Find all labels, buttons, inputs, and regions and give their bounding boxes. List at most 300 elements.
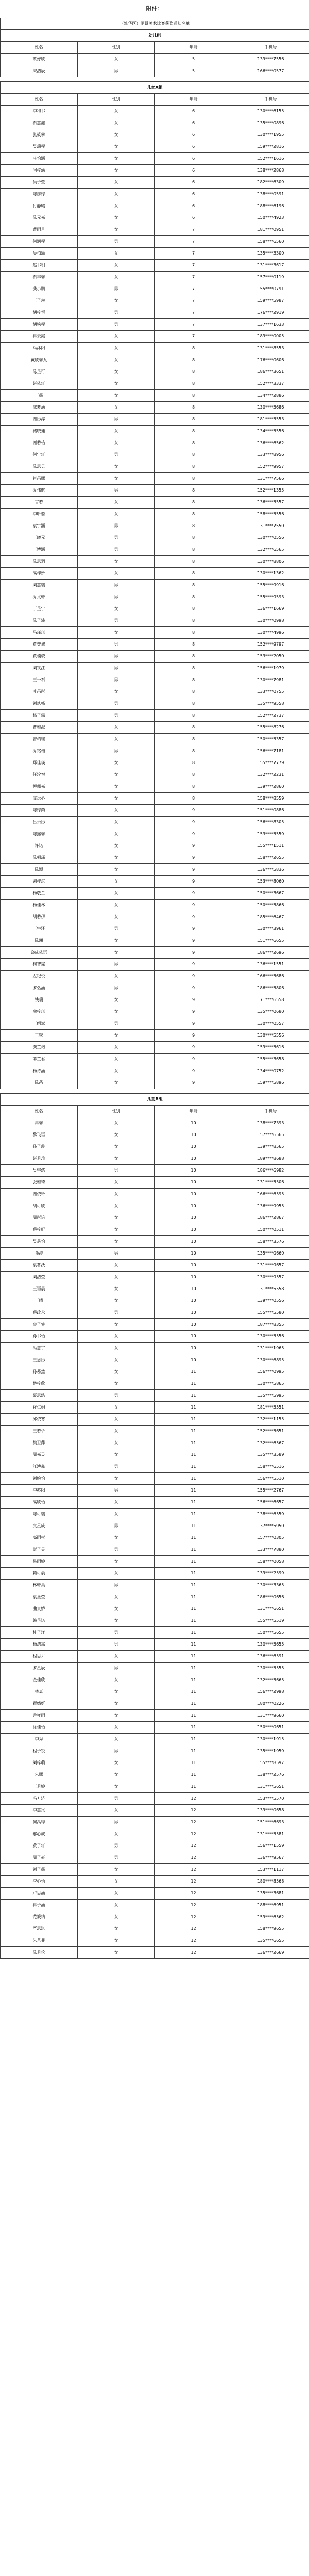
gender-cell: 女	[78, 1414, 155, 1426]
name-cell: 刘梓萌	[1, 1757, 78, 1769]
phone-cell: 181****5551	[232, 1402, 309, 1414]
table-row	[1, 840, 309, 852]
age-cell: 10	[155, 1354, 232, 1366]
phone-cell: 135****3300	[232, 248, 309, 260]
table-row	[1, 520, 309, 532]
gender-cell: 女	[78, 129, 155, 141]
phone-cell: 130****1362	[232, 568, 309, 580]
phone-cell: 134****5556	[232, 426, 309, 437]
gender-cell: 女	[78, 1947, 155, 1959]
table-row	[1, 354, 309, 366]
table-row	[1, 509, 309, 520]
table-row	[1, 378, 309, 390]
age-cell: 11	[155, 1651, 232, 1663]
name-cell: 彭子昊	[1, 1544, 78, 1556]
gender-cell: 男	[78, 1485, 155, 1497]
age-cell: 12	[155, 1817, 232, 1828]
phone-cell: 150****0651	[232, 1722, 309, 1734]
table-row	[1, 1840, 309, 1852]
phone-cell: 150****4923	[232, 212, 309, 224]
table-row	[1, 663, 309, 674]
name-cell: 张雅琦	[1, 1177, 78, 1189]
age-cell: 11	[155, 1615, 232, 1627]
group-title: 儿童B组	[1, 1094, 309, 1106]
age-cell: 6	[155, 106, 232, 117]
phone-cell: 138****0591	[232, 189, 309, 200]
age-cell: 11	[155, 1686, 232, 1698]
name-cell: 王博涵	[1, 544, 78, 556]
phone-cell: 166****5686	[232, 971, 309, 982]
phone-cell: 135****6655	[232, 1935, 309, 1947]
gender-cell: 女	[78, 141, 155, 153]
phone-cell: 158****6516	[232, 1461, 309, 1473]
name-cell: 赵若瑄	[1, 1153, 78, 1165]
name-cell: 乔伟航	[1, 485, 78, 497]
name-cell: 翟婧妍	[1, 1698, 78, 1710]
gender-cell: 女	[78, 1864, 155, 1876]
gender-cell: 女	[78, 1319, 155, 1331]
phone-cell: 139****0658	[232, 1805, 309, 1817]
gender-cell: 女	[78, 805, 155, 817]
phone-cell: 131****3617	[232, 260, 309, 272]
age-cell: 11	[155, 1437, 232, 1449]
table-row	[1, 947, 309, 959]
table-row	[1, 1686, 309, 1698]
phone-cell: 156****0995	[232, 1366, 309, 1378]
phone-cell: 130****0556	[232, 532, 309, 544]
gender-cell: 女	[78, 1603, 155, 1615]
name-cell: 黄奕诚	[1, 639, 78, 651]
phone-cell: 135****0896	[232, 117, 309, 129]
gender-cell: 女	[78, 734, 155, 745]
table-row	[1, 65, 309, 77]
phone-cell: 182****6309	[232, 177, 309, 189]
gender-cell: 女	[78, 1757, 155, 1769]
name-cell: 曹雨月	[1, 224, 78, 236]
table-row	[1, 236, 309, 248]
phone-cell: 153****1117	[232, 1864, 309, 1876]
section-gap	[0, 1089, 309, 1093]
table-row	[1, 982, 309, 994]
age-cell: 6	[155, 153, 232, 165]
age-cell: 8	[155, 698, 232, 710]
table-row	[1, 674, 309, 686]
phone-cell: 155****8276	[232, 722, 309, 734]
name-cell: 陈颖	[1, 864, 78, 876]
age-cell: 11	[155, 1473, 232, 1485]
gender-cell: 女	[78, 165, 155, 177]
age-cell: 9	[155, 840, 232, 852]
table-row	[1, 331, 309, 343]
phone-cell: 133****0755	[232, 686, 309, 698]
gender-cell: 女	[78, 1177, 155, 1189]
column-header: 性别	[78, 94, 155, 106]
table-row	[1, 1757, 309, 1769]
name-cell: 王宇泽	[1, 923, 78, 935]
table-row	[1, 1591, 309, 1603]
gender-cell: 女	[78, 1200, 155, 1212]
phone-cell: 136****9955	[232, 1200, 309, 1212]
name-cell: 丁芷宁	[1, 603, 78, 615]
gender-cell: 男	[78, 319, 155, 331]
table-row	[1, 129, 309, 141]
phone-cell: 135****9558	[232, 698, 309, 710]
phone-cell: 131****6651	[232, 1603, 309, 1615]
gender-cell: 男	[78, 1461, 155, 1473]
gender-cell: 男	[78, 1307, 155, 1319]
phone-cell: 131****7566	[232, 473, 309, 485]
name-cell: 蔡梓昕	[1, 1224, 78, 1236]
table-row	[1, 1283, 309, 1295]
age-cell: 8	[155, 734, 232, 745]
age-cell: 10	[155, 1200, 232, 1212]
name-cell: 冉子涵	[1, 1900, 78, 1911]
phone-cell: 135****5995	[232, 1390, 309, 1402]
name-cell: 陈元嘉	[1, 212, 78, 224]
gender-cell: 男	[78, 1520, 155, 1532]
table-row	[1, 1177, 309, 1189]
name-cell: 谢彤淳	[1, 414, 78, 426]
name-cell: 龚小鹏	[1, 283, 78, 295]
age-cell: 10	[155, 1177, 232, 1189]
gender-cell: 男	[78, 1165, 155, 1177]
name-cell: 江溥鑫	[1, 1461, 78, 1473]
gender-cell: 男	[78, 698, 155, 710]
age-cell: 11	[155, 1603, 232, 1615]
age-cell: 9	[155, 805, 232, 817]
phone-cell: 130****5655	[232, 1639, 309, 1651]
phone-cell: 130****4996	[232, 627, 309, 639]
phone-cell: 150****3667	[232, 888, 309, 900]
phone-cell: 131****9660	[232, 1710, 309, 1722]
age-cell: 10	[155, 1189, 232, 1200]
name-cell: 吴芯怡	[1, 1236, 78, 1248]
name-cell: 郝心成	[1, 1828, 78, 1840]
table-row	[1, 1710, 309, 1722]
gender-cell: 女	[78, 1437, 155, 1449]
name-cell: 刘铁江	[1, 663, 78, 674]
table-row	[1, 189, 309, 200]
phone-cell: 159****2816	[232, 141, 309, 153]
column-header: 姓名	[1, 42, 78, 54]
gender-cell: 女	[78, 1805, 155, 1817]
name-cell: 王子琳	[1, 295, 78, 307]
name-cell: 李嘉岚	[1, 1805, 78, 1817]
age-cell: 9	[155, 817, 232, 828]
gender-cell: 女	[78, 295, 155, 307]
age-cell: 8	[155, 437, 232, 449]
age-cell: 9	[155, 852, 232, 864]
gender-cell: 男	[78, 1580, 155, 1591]
roster-table	[0, 81, 309, 1089]
gender-cell: 女	[78, 331, 155, 343]
phone-cell: 158****6560	[232, 236, 309, 248]
name-cell: 何润程	[1, 236, 78, 248]
age-cell: 8	[155, 710, 232, 722]
age-cell: 11	[155, 1722, 232, 1734]
phone-cell: 166****6595	[232, 1189, 309, 1200]
name-cell: 袁茗沃	[1, 1260, 78, 1272]
name-cell: 言若	[1, 497, 78, 509]
phone-cell: 135****1959	[232, 1745, 309, 1757]
group-title: 幼儿组	[1, 30, 309, 42]
age-cell: 9	[155, 994, 232, 1006]
table-row	[1, 1378, 309, 1390]
name-cell: 楚梓欣	[1, 1378, 78, 1390]
table-row	[1, 1580, 309, 1591]
table-row	[1, 1141, 309, 1153]
table-row	[1, 1852, 309, 1864]
name-cell: 吴瑞程	[1, 141, 78, 153]
age-cell: 11	[155, 1710, 232, 1722]
phone-cell: 158****0058	[232, 1556, 309, 1568]
phone-cell: 131****5506	[232, 1177, 309, 1189]
gender-cell: 女	[78, 935, 155, 947]
gender-cell: 女	[78, 686, 155, 698]
table-row	[1, 1556, 309, 1568]
gender-cell: 男	[78, 1840, 155, 1852]
table-row	[1, 153, 309, 165]
table-row	[1, 1461, 309, 1473]
age-cell: 8	[155, 663, 232, 674]
age-cell: 11	[155, 1757, 232, 1769]
name-cell: 刘炫畅	[1, 698, 78, 710]
table-row	[1, 1307, 309, 1319]
gender-cell: 女	[78, 1331, 155, 1343]
table-row	[1, 615, 309, 627]
phone-cell: 151****0886	[232, 805, 309, 817]
phone-cell: 155****2767	[232, 1485, 309, 1497]
name-cell: 俞梓琪	[1, 1006, 78, 1018]
phone-cell: 186****0656	[232, 1591, 309, 1603]
age-cell: 10	[155, 1117, 232, 1129]
table-row	[1, 1651, 309, 1663]
table-row	[1, 1189, 309, 1200]
table-row	[1, 200, 309, 212]
gender-cell: 男	[78, 485, 155, 497]
age-cell: 8	[155, 757, 232, 769]
name-cell: 何禹璋	[1, 1817, 78, 1828]
age-cell: 7	[155, 307, 232, 319]
name-cell: 冉云霞	[1, 331, 78, 343]
table-row	[1, 591, 309, 603]
name-cell: 胡铭程	[1, 319, 78, 331]
age-cell: 8	[155, 651, 232, 663]
phone-cell: 135****3681	[232, 1888, 309, 1900]
age-cell: 8	[155, 544, 232, 556]
phone-cell: 188****6951	[232, 1900, 309, 1911]
table-row	[1, 307, 309, 319]
phone-cell: 181****5553	[232, 414, 309, 426]
phone-cell: 135****0660	[232, 1248, 309, 1260]
age-cell: 10	[155, 1343, 232, 1354]
table-row	[1, 603, 309, 615]
age-cell: 8	[155, 745, 232, 757]
gender-cell: 女	[78, 117, 155, 129]
name-cell: 谢若怡	[1, 437, 78, 449]
table-row	[1, 1129, 309, 1141]
table-row	[1, 1497, 309, 1509]
phone-cell: 152****9957	[232, 461, 309, 473]
gender-cell: 女	[78, 366, 155, 378]
column-header: 年龄	[155, 94, 232, 106]
gender-cell: 女	[78, 248, 155, 260]
age-cell: 12	[155, 1864, 232, 1876]
column-header: 手机号	[232, 1106, 309, 1117]
header-row	[1, 94, 309, 106]
table-row	[1, 1663, 309, 1674]
table-row	[1, 1769, 309, 1781]
name-cell: 陈思羽	[1, 556, 78, 568]
table-row	[1, 793, 309, 805]
age-cell: 10	[155, 1153, 232, 1165]
table-row	[1, 710, 309, 722]
name-cell: 陈湘	[1, 935, 78, 947]
phone-cell: 130****5686	[232, 402, 309, 414]
name-cell: 李昕蕊	[1, 509, 78, 520]
name-cell: 文星成	[1, 1520, 78, 1532]
table-row	[1, 1900, 309, 1911]
table-row	[1, 959, 309, 971]
name-cell: 孙书怡	[1, 1331, 78, 1343]
name-cell: 胡可欣	[1, 1200, 78, 1212]
table-row	[1, 911, 309, 923]
gender-cell: 女	[78, 1674, 155, 1686]
age-cell: 8	[155, 781, 232, 793]
table-row	[1, 319, 309, 331]
name-cell: 易雨婷	[1, 1556, 78, 1568]
name-cell: 乔铭楷	[1, 745, 78, 757]
table-row	[1, 1520, 309, 1532]
phone-cell: 156****7181	[232, 745, 309, 757]
name-cell: 闫梓涵	[1, 165, 78, 177]
table-row	[1, 1295, 309, 1307]
table-row	[1, 224, 309, 236]
name-cell: 刘梓淇	[1, 876, 78, 888]
gender-cell: 女	[78, 200, 155, 212]
table-row	[1, 1224, 309, 1236]
age-cell: 9	[155, 911, 232, 923]
phone-cell: 137****5950	[232, 1520, 309, 1532]
gender-cell: 女	[78, 1615, 155, 1627]
column-header: 性别	[78, 42, 155, 54]
name-cell: 任汐悦	[1, 769, 78, 781]
phone-cell: 134****2886	[232, 390, 309, 402]
table-row	[1, 414, 309, 426]
name-cell: 王曦元	[1, 532, 78, 544]
gender-cell: 女	[78, 1366, 155, 1378]
gender-cell: 女	[78, 1283, 155, 1295]
group-title-row	[1, 30, 309, 42]
table-row	[1, 1331, 309, 1343]
age-cell: 11	[155, 1639, 232, 1651]
age-cell: 10	[155, 1236, 232, 1248]
age-cell: 12	[155, 1911, 232, 1923]
age-cell: 8	[155, 343, 232, 354]
age-cell: 11	[155, 1781, 232, 1793]
phone-cell: 156****2998	[232, 1686, 309, 1698]
age-cell: 10	[155, 1129, 232, 1141]
table-row	[1, 1817, 309, 1828]
age-cell: 9	[155, 888, 232, 900]
gender-cell: 女	[78, 876, 155, 888]
name-cell: 程思尹	[1, 1651, 78, 1663]
phone-cell: 152****1616	[232, 153, 309, 165]
name-cell: 钱瑞	[1, 994, 78, 1006]
table-row	[1, 532, 309, 544]
gender-cell: 男	[78, 615, 155, 627]
section-gap	[0, 77, 309, 81]
age-cell: 9	[155, 1018, 232, 1030]
phone-cell: 138****7393	[232, 1117, 309, 1129]
name-cell: 金佳欣	[1, 1674, 78, 1686]
table-row	[1, 1390, 309, 1402]
phone-cell: 138****2868	[232, 165, 309, 177]
age-cell: 7	[155, 331, 232, 343]
phone-cell: 139****0556	[232, 1295, 309, 1307]
phone-cell: 155****0791	[232, 283, 309, 295]
table-row	[1, 248, 309, 260]
table-row	[1, 734, 309, 745]
phone-cell: 138****6559	[232, 1509, 309, 1520]
age-cell: 8	[155, 532, 232, 544]
name-cell: 杨佳林	[1, 900, 78, 911]
name-cell: 吴柏瑜	[1, 248, 78, 260]
name-cell: 曲贵娇	[1, 1603, 78, 1615]
age-cell: 8	[155, 449, 232, 461]
phone-cell: 152****2737	[232, 710, 309, 722]
phone-cell: 180****0226	[232, 1698, 309, 1710]
table-row	[1, 876, 309, 888]
table-row	[1, 1473, 309, 1485]
gender-cell: 男	[78, 651, 155, 663]
age-cell: 6	[155, 129, 232, 141]
name-cell: 桂子洋	[1, 1627, 78, 1639]
table-row	[1, 1212, 309, 1224]
name-cell: 周子豪	[1, 1852, 78, 1864]
table-row	[1, 544, 309, 556]
gender-cell: 女	[78, 1054, 155, 1065]
phone-cell: 157****0305	[232, 1532, 309, 1544]
name-cell: 曾祥雨	[1, 1710, 78, 1722]
phone-cell: 131****7550	[232, 520, 309, 532]
table-row	[1, 900, 309, 911]
phone-cell: 159****5987	[232, 295, 309, 307]
phone-cell: 155****3658	[232, 1054, 309, 1065]
gender-cell: 女	[78, 1117, 155, 1129]
name-cell: 徐佳怡	[1, 1722, 78, 1734]
age-cell: 9	[155, 1065, 232, 1077]
gender-cell: 女	[78, 1781, 155, 1793]
phone-cell: 130****5555	[232, 1663, 309, 1674]
table-row	[1, 698, 309, 710]
gender-cell: 女	[78, 402, 155, 414]
phone-cell: 136****1551	[232, 959, 309, 971]
name-cell: 王若忻	[1, 1426, 78, 1437]
phone-cell: 185****6467	[232, 911, 309, 923]
gender-cell: 女	[78, 888, 155, 900]
gender-cell: 男	[78, 65, 155, 77]
gender-cell: 女	[78, 212, 155, 224]
group-title-row	[1, 82, 309, 94]
age-cell: 7	[155, 272, 232, 283]
name-cell: 陈思贝	[1, 461, 78, 473]
gender-cell: 男	[78, 414, 155, 426]
phone-cell: 132****6565	[232, 544, 309, 556]
age-cell: 12	[155, 1793, 232, 1805]
phone-cell: 130****0557	[232, 1018, 309, 1030]
phone-cell: 136****6591	[232, 1651, 309, 1663]
